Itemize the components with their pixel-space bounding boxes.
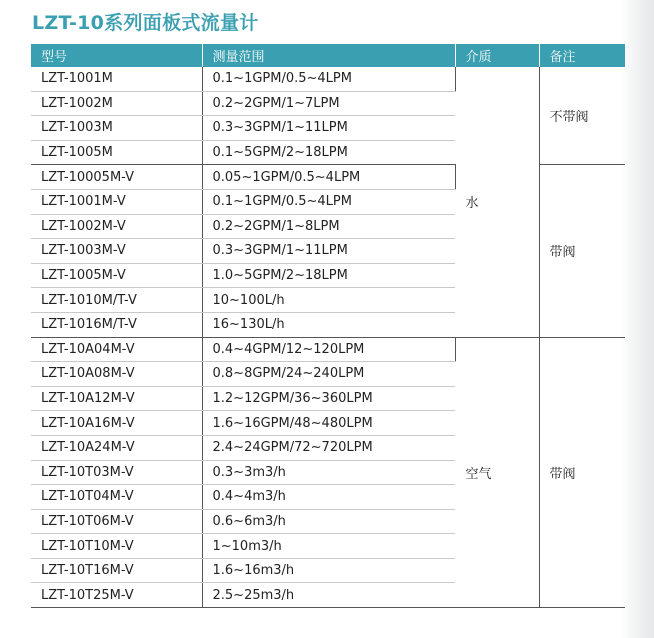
model-cell: LZT-10T06M-V: [31, 509, 202, 534]
range-cell: 0.6~6m3/h: [202, 509, 455, 534]
header-model: 型号: [31, 44, 202, 67]
note-cell-valve-air: 带阀: [539, 337, 625, 608]
range-cell: 0.1~5GPM/2~18LPM: [202, 140, 455, 165]
note-cell-no-valve: 不带阀: [539, 67, 625, 165]
range-cell: 16~130L/h: [202, 312, 455, 337]
model-cell: LZT-10T25M-V: [31, 583, 202, 608]
range-cell: 1.2~12GPM/36~360LPM: [202, 386, 455, 411]
model-cell: LZT-10T10M-V: [31, 534, 202, 559]
medium-cell-air: 空气: [455, 337, 539, 608]
model-cell: LZT-10T04M-V: [31, 485, 202, 510]
model-cell: LZT-10T16M-V: [31, 558, 202, 583]
range-cell: 0.05~1GPM/0.5~4LPM: [202, 165, 455, 190]
range-cell: 0.8~8GPM/24~240LPM: [202, 362, 455, 387]
model-cell: LZT-10A08M-V: [31, 362, 202, 387]
range-cell: 2.4~24GPM/72~720LPM: [202, 435, 455, 460]
model-cell: LZT-1001M-V: [31, 189, 202, 214]
model-cell: LZT-1003M: [31, 116, 202, 141]
medium-cell-water: 水: [455, 67, 539, 337]
range-cell: 1~10m3/h: [202, 534, 455, 559]
range-cell: 0.4~4m3/h: [202, 485, 455, 510]
model-cell: LZT-1016M/T-V: [31, 312, 202, 337]
range-cell: 0.3~3GPM/1~11LPM: [202, 239, 455, 264]
range-cell: 0.1~1GPM/0.5~4LPM: [202, 189, 455, 214]
range-cell: 0.4~4GPM/12~120LPM: [202, 337, 455, 362]
model-cell: LZT-1010M/T-V: [31, 288, 202, 313]
range-cell: 10~100L/h: [202, 288, 455, 313]
range-cell: 0.3~3GPM/1~11LPM: [202, 116, 455, 141]
model-cell: LZT-10005M-V: [31, 165, 202, 190]
model-cell: LZT-1005M: [31, 140, 202, 165]
header-medium: 介质: [455, 44, 539, 67]
range-cell: 1.6~16m3/h: [202, 558, 455, 583]
range-cell: 0.2~2GPM/1~7LPM: [202, 91, 455, 116]
note-cell-valve-water: 带阀: [539, 165, 625, 337]
range-cell: 0.2~2GPM/1~8LPM: [202, 214, 455, 239]
model-cell: LZT-1001M: [31, 67, 202, 91]
model-cell: LZT-1003M-V: [31, 239, 202, 264]
header-note: 备注: [539, 44, 625, 67]
model-cell: LZT-1002M: [31, 91, 202, 116]
range-cell: 1.0~5GPM/2~18LPM: [202, 263, 455, 288]
header-range: 测量范围: [202, 44, 455, 67]
range-cell: 0.3~3m3/h: [202, 460, 455, 485]
table-header-row: [31, 44, 625, 67]
page-title: LZT-10系列面板式流量计: [32, 12, 259, 34]
model-cell: LZT-10T03M-V: [31, 460, 202, 485]
model-cell: LZT-10A16M-V: [31, 411, 202, 436]
range-cell: 1.6~16GPM/48~480LPM: [202, 411, 455, 436]
table-row: [31, 337, 625, 362]
model-cell: LZT-10A04M-V: [31, 337, 202, 362]
model-cell: LZT-10A24M-V: [31, 435, 202, 460]
range-cell: 0.1~1GPM/0.5~4LPM: [202, 67, 455, 91]
spec-table: [31, 44, 625, 608]
range-cell: 2.5~25m3/h: [202, 583, 455, 608]
model-cell: LZT-1005M-V: [31, 263, 202, 288]
model-cell: LZT-10A12M-V: [31, 386, 202, 411]
model-cell: LZT-1002M-V: [31, 214, 202, 239]
table-row: [31, 67, 625, 91]
